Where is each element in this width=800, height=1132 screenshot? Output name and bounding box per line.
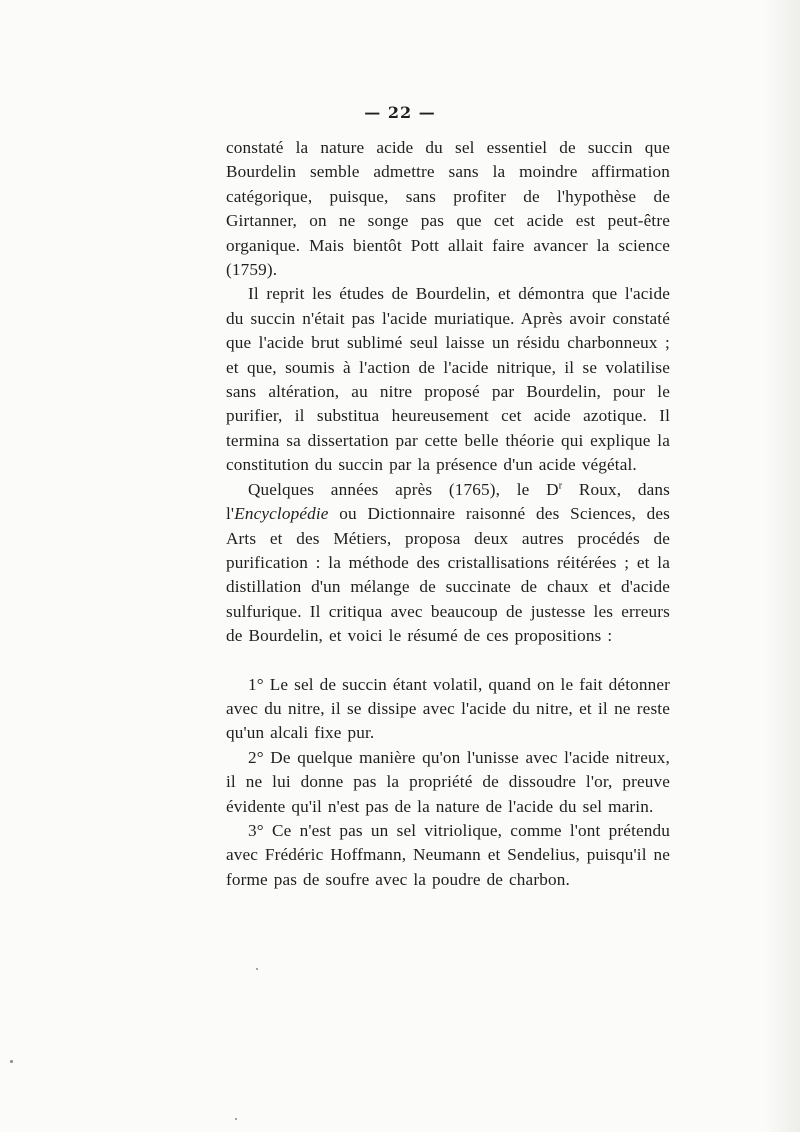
proposition-1: 1° Le sel de succin étant volatil, quand on le fait détonner avec du nitre, il se dissipe avec l'acide du nitre, et il ne reste qu'un alcali fixe pur. [226,674,670,743]
paragraph-1: constaté la nature acide du sel essentiel de succin que Bourdelin semble admettre sans la moindre affirmation catégorique, puisque, sans profiter de l'hypothèse de Girtanner, on ne songe pas que cet acide est peut-être organique. Mais bientôt Pott allait faire avancer la science (1759). [226,138,670,280]
paragraph-2: Il reprit les études de Bourdelin, et démontra que l'acide du succin n'était pas l'acide muriatique. Après avoir constaté que l'acide brut sublimé seul laisse un résidu charbonneux ; et que, soumis à l'action de l'acide nitrique, il se volatilise sans altération, au nitre proposé par Bourdelin, pour le purifier, il substitua heureusement cet acide azotique. Il termina sa dissertation par cette belle théorie qui explique la constitution du succin par la présence d'un acide végétal. [226,284,670,475]
text-body [226,136,670,892]
paragraph-3-roux: Roux, dans l' [226,479,670,524]
scan-speck [256,968,258,970]
paragraph-3-start: Quelques années après (1765), le D [248,479,559,499]
paragraph-3-end: ou Dictionnaire raisonné des Sciences, des Arts et des Métiers, proposa deux autres procédés de purification : la méthode des cristallisations réitérées ; et la distillation d'un mélange de succinate de chaux et d'acide sulfurique. Il critiqua avec beaucoup de justesse les erreurs de Bourdelin, et voici le résumé de ces propositions : [226,504,670,646]
proposition-2: 2° De quelque manière qu'on l'unisse avec l'acide nitreux, il ne lui donne pas la propriété de dissoudre l'or, preuve évidente qu'il n'est pas de la nature de l'acide du sel marin. [226,747,670,816]
page-number: — 22 — [364,103,436,122]
scan-speck [10,1060,13,1063]
paragraph-gap [226,649,670,673]
paragraph-3 [226,478,670,649]
encyclopedie-title: Encyclopédie [234,504,329,524]
page-edge-shadow [764,0,800,1132]
scan-speck [235,1118,237,1120]
doctor-abbreviation-superscript: r [558,479,563,491]
proposition-3: 3° Ce n'est pas un sel vitriolique, comme l'ont prétendu avec Frédéric Hoffmann, Neumann et Sendelius, puisqu'il ne forme pas de soufre avec la poudre de charbon. [226,820,670,889]
